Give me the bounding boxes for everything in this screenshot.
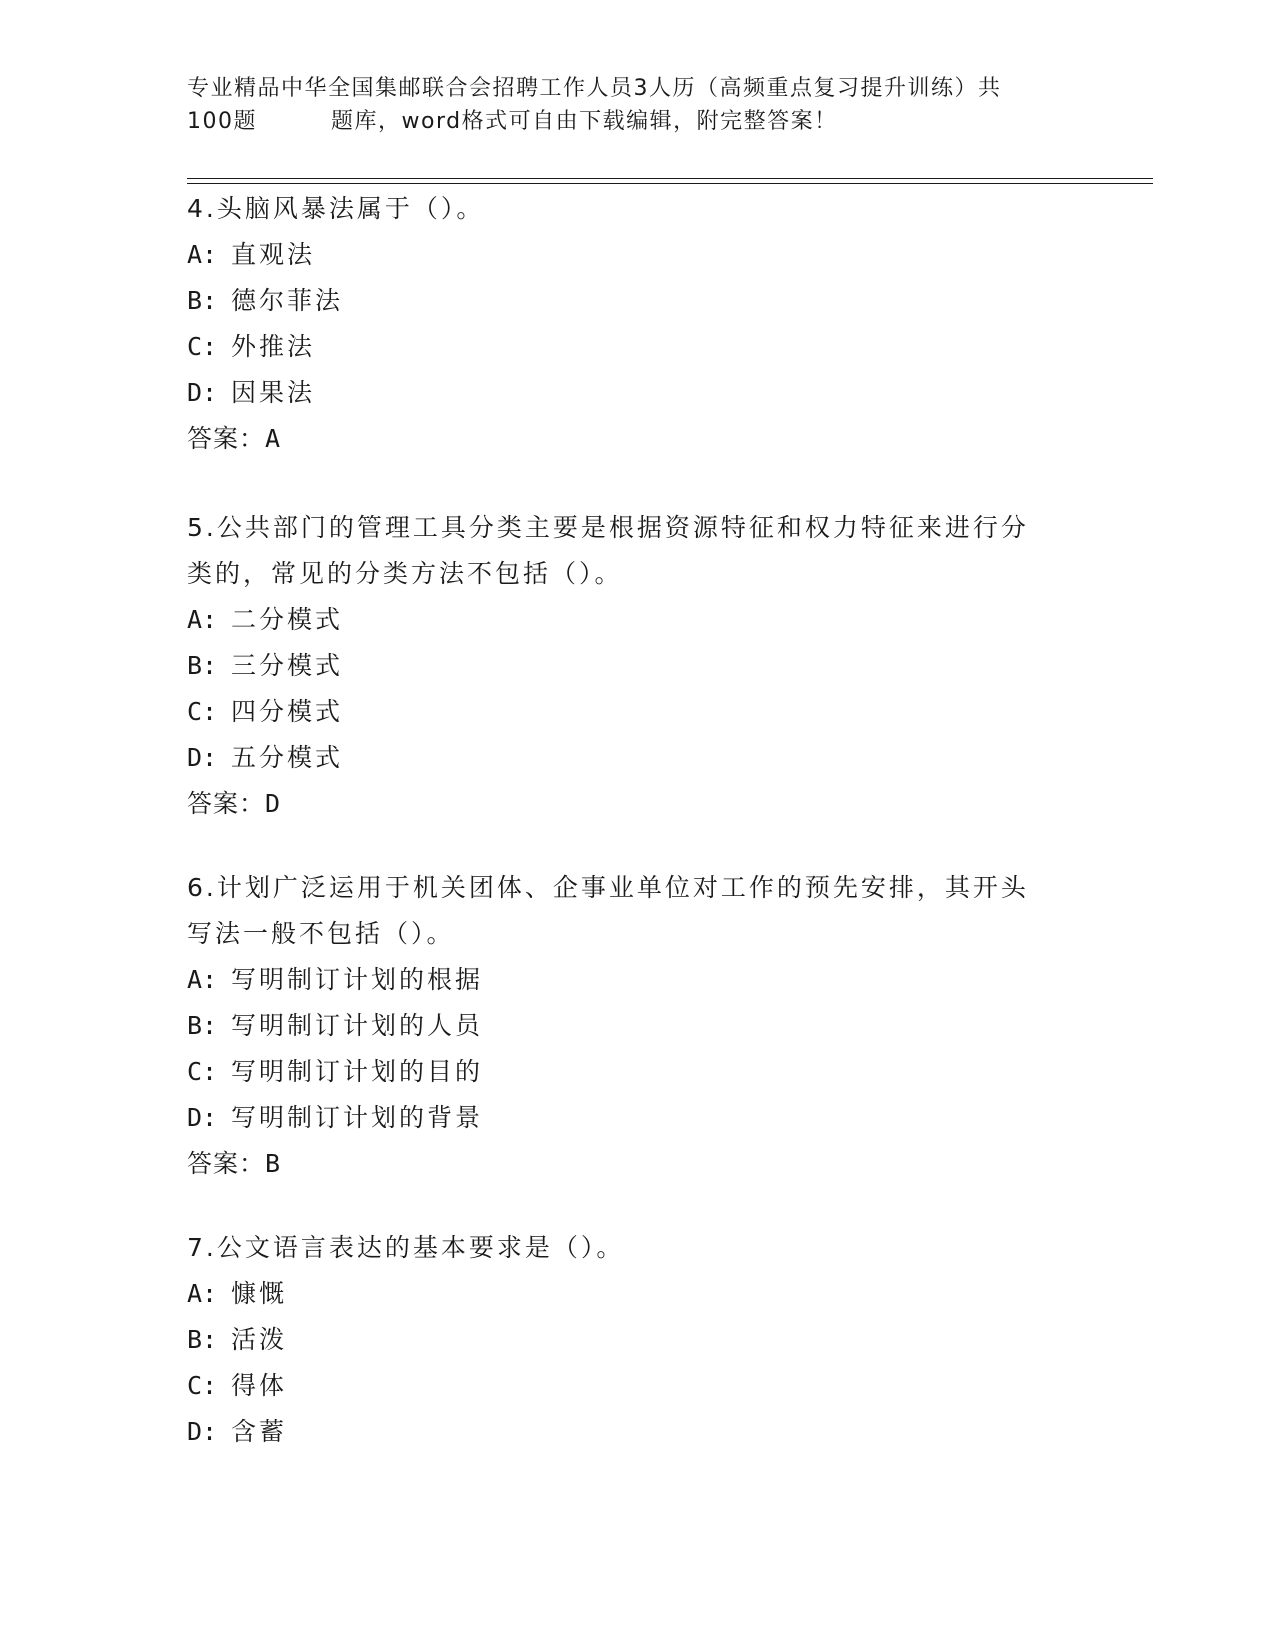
option-label: C:	[187, 1057, 218, 1086]
option-text: 直观法	[231, 240, 316, 269]
option-text: 三分模式	[231, 651, 344, 680]
document-header	[187, 72, 1087, 138]
option-label: B:	[187, 651, 218, 680]
question-block-7	[187, 1225, 1087, 1455]
option-text: 写明制订计划的背景	[231, 1103, 484, 1132]
header-divider-bottom	[187, 183, 1153, 184]
option-label: B:	[187, 1325, 218, 1354]
option-text: 活泼	[231, 1325, 288, 1354]
option-text: 得体	[231, 1371, 288, 1400]
option-label: C:	[187, 1371, 218, 1400]
question-text-line-1: 5.公共部门的管理工具分类主要是根据资源特征和权力特征来进行分	[187, 513, 1029, 542]
answer-label: 答案：	[187, 424, 266, 453]
question-text-line-2: 写法一般不包括（）。	[187, 919, 455, 948]
answer-line	[187, 1141, 1087, 1187]
option-label: C:	[187, 332, 218, 361]
option-text: 写明制订计划的目的	[231, 1057, 484, 1086]
header-question-count: 100题	[187, 109, 257, 134]
option-a	[187, 232, 1087, 278]
option-text: 德尔菲法	[231, 286, 344, 315]
question-text-line-1: 6.计划广泛运用于机关团体、企事业单位对工作的预先安排，其开头	[187, 873, 1029, 902]
header-line-2	[187, 105, 1087, 138]
option-label: C:	[187, 697, 218, 726]
answer-label: 答案：	[187, 789, 266, 818]
option-d	[187, 1409, 1087, 1455]
answer-line	[187, 781, 1087, 827]
question-text: 4.头脑风暴法属于（）。	[187, 194, 485, 223]
option-a	[187, 1271, 1087, 1317]
option-text: 二分模式	[231, 605, 344, 634]
option-b	[187, 278, 1087, 324]
option-text: 外推法	[231, 332, 316, 361]
option-label: A:	[187, 965, 218, 994]
header-line-1: 专业精品中华全国集邮联合会招聘工作人员3人历（高频重点复习提升训练）共	[187, 76, 1002, 101]
option-label: D:	[187, 743, 218, 772]
option-c	[187, 1049, 1087, 1095]
option-label: B:	[187, 1011, 218, 1040]
answer-label: 答案：	[187, 1149, 266, 1178]
question-text: 7.公文语言表达的基本要求是（）。	[187, 1233, 625, 1262]
option-text: 因果法	[231, 378, 316, 407]
option-a	[187, 957, 1087, 1003]
option-text: 写明制订计划的人员	[231, 1011, 484, 1040]
option-c	[187, 689, 1087, 735]
option-label: A:	[187, 1279, 218, 1308]
option-label: D:	[187, 1103, 218, 1132]
option-label: D:	[187, 1417, 218, 1446]
option-label: A:	[187, 605, 218, 634]
answer-value: A	[265, 424, 282, 453]
option-d	[187, 735, 1087, 781]
question-block-4	[187, 186, 1087, 462]
question-text-line-2: 类的，常见的分类方法不包括（）。	[187, 559, 623, 588]
header-description: 题库，word格式可自由下载编辑，附完整答案！	[331, 109, 838, 134]
option-label: B:	[187, 286, 218, 315]
option-c	[187, 324, 1087, 370]
question-block-6	[187, 865, 1087, 1187]
answer-line	[187, 416, 1087, 462]
header-divider-top	[187, 178, 1153, 179]
option-label: D:	[187, 378, 218, 407]
option-b	[187, 643, 1087, 689]
option-a	[187, 597, 1087, 643]
option-d	[187, 1095, 1087, 1141]
option-text: 含蓄	[231, 1417, 288, 1446]
option-c	[187, 1363, 1087, 1409]
option-text: 四分模式	[231, 697, 344, 726]
option-label: A:	[187, 240, 218, 269]
option-text: 慷慨	[231, 1279, 288, 1308]
option-text: 五分模式	[231, 743, 344, 772]
option-text: 写明制订计划的根据	[231, 965, 484, 994]
option-b	[187, 1003, 1087, 1049]
question-block-5	[187, 505, 1087, 827]
answer-value: D	[265, 789, 282, 818]
option-d	[187, 370, 1087, 416]
option-b	[187, 1317, 1087, 1363]
answer-value: B	[265, 1149, 282, 1178]
